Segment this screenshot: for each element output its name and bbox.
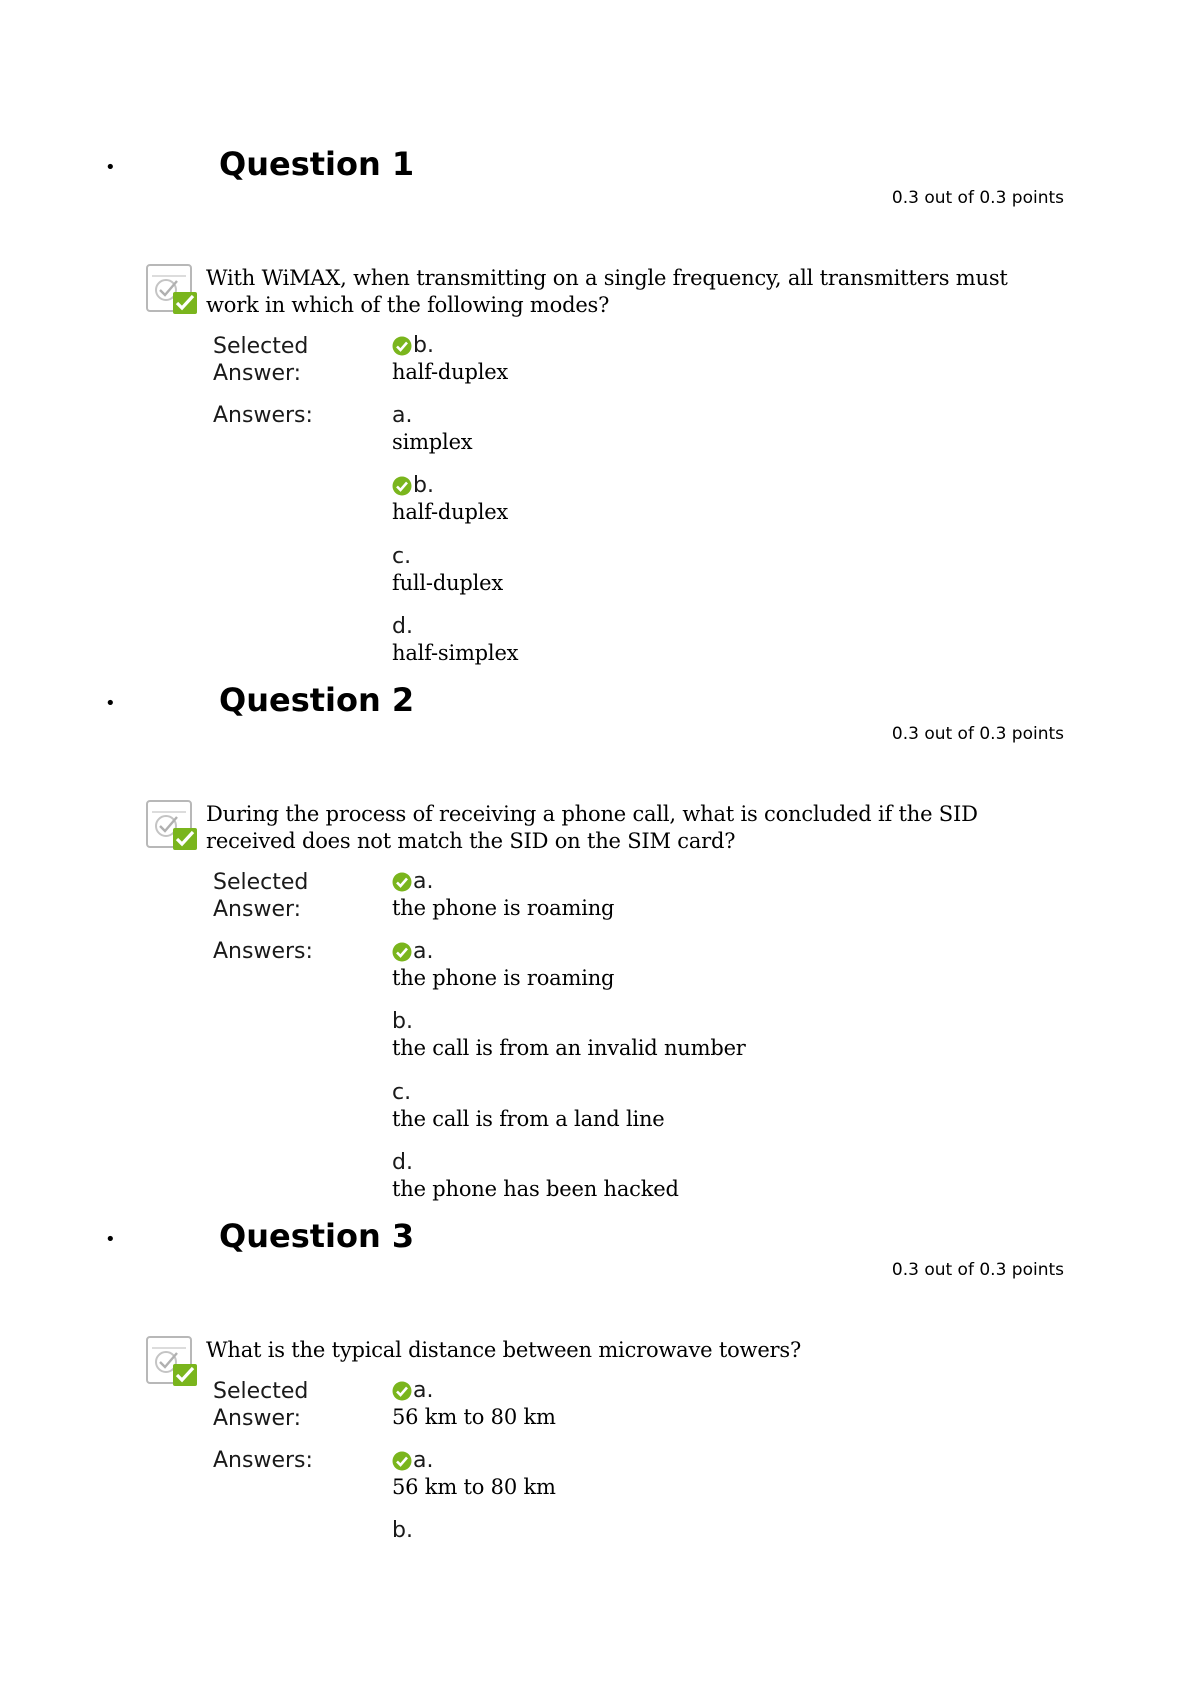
option-letter: b. bbox=[413, 333, 434, 358]
check-circle-icon bbox=[392, 942, 412, 962]
selected-answer bbox=[392, 868, 614, 922]
option-text: full-duplex bbox=[392, 571, 504, 595]
option-letter: d. bbox=[392, 614, 413, 639]
selected-answer bbox=[392, 332, 508, 386]
bullet: • bbox=[105, 693, 116, 714]
check-circle-icon bbox=[392, 476, 412, 496]
option-letter: c. bbox=[392, 1080, 412, 1105]
selected-answer-label: Selected Answer: bbox=[213, 870, 309, 922]
answers-label: Answers: bbox=[213, 939, 313, 964]
graded-correct-icon bbox=[146, 264, 198, 316]
selected-answer-label: Selected Answer: bbox=[213, 334, 309, 386]
option-letter: b. bbox=[392, 1009, 413, 1034]
option-text: simplex bbox=[392, 430, 473, 454]
option-text: the phone is roaming bbox=[392, 896, 615, 920]
question-text: What is the typical distance between microwave towers? bbox=[206, 1338, 802, 1362]
answer-option-c bbox=[392, 543, 503, 597]
answer-option-a bbox=[392, 402, 472, 456]
bullet: • bbox=[105, 157, 116, 178]
option-letter: a. bbox=[413, 869, 434, 894]
check-circle-icon bbox=[392, 336, 412, 356]
question-points: 0.3 out of 0.3 points bbox=[891, 724, 1064, 744]
question-title: Question 1 bbox=[219, 145, 415, 183]
check-circle-icon bbox=[392, 1451, 412, 1471]
answer-option-a bbox=[392, 938, 614, 992]
option-text: the phone has been hacked bbox=[392, 1177, 679, 1201]
question-title: Question 2 bbox=[219, 681, 415, 719]
selected-answer bbox=[392, 1377, 556, 1431]
answer-option-c bbox=[392, 1079, 665, 1133]
option-text: the call is from an invalid number bbox=[392, 1036, 746, 1060]
question-title: Question 3 bbox=[219, 1217, 415, 1255]
option-text: the phone is roaming bbox=[392, 966, 615, 990]
answer-option-b bbox=[392, 472, 508, 526]
answers-label: Answers: bbox=[213, 403, 313, 428]
answer-option-d bbox=[392, 1149, 679, 1203]
question-points: 0.3 out of 0.3 points bbox=[891, 188, 1064, 208]
selected-answer-label: Selected Answer: bbox=[213, 1379, 309, 1431]
option-letter: a. bbox=[413, 1378, 434, 1403]
option-letter: a. bbox=[392, 403, 413, 428]
option-letter: b. bbox=[413, 473, 434, 498]
option-letter: a. bbox=[413, 1448, 434, 1473]
option-text: the call is from a land line bbox=[392, 1107, 665, 1131]
option-text: 56 km to 80 km bbox=[392, 1405, 556, 1429]
graded-correct-icon bbox=[146, 1336, 198, 1388]
option-text: half-duplex bbox=[392, 360, 509, 384]
question-text: With WiMAX, when transmitting on a single frequency, all transmitters must work in which of the following modes? bbox=[206, 266, 1008, 317]
question-points: 0.3 out of 0.3 points bbox=[891, 1260, 1064, 1280]
bullet: • bbox=[105, 1229, 116, 1250]
question-text: During the process of receiving a phone call, what is concluded if the SID received does not match the SID on the SIM card? bbox=[206, 802, 978, 853]
check-circle-icon bbox=[392, 1381, 412, 1401]
answer-option-b bbox=[392, 1008, 746, 1062]
option-letter: c. bbox=[392, 544, 412, 569]
option-text: half-simplex bbox=[392, 641, 519, 665]
option-text: half-duplex bbox=[392, 500, 509, 524]
option-letter: d. bbox=[392, 1150, 413, 1175]
option-text: 56 km to 80 km bbox=[392, 1475, 556, 1499]
graded-correct-icon bbox=[146, 800, 198, 852]
check-circle-icon bbox=[392, 872, 412, 892]
answer-option-d bbox=[392, 613, 518, 667]
answer-option-a bbox=[392, 1447, 556, 1501]
answers-label: Answers: bbox=[213, 1448, 313, 1473]
answer-option-b bbox=[392, 1517, 413, 1544]
option-letter: b. bbox=[392, 1518, 413, 1543]
option-letter: a. bbox=[413, 939, 434, 964]
